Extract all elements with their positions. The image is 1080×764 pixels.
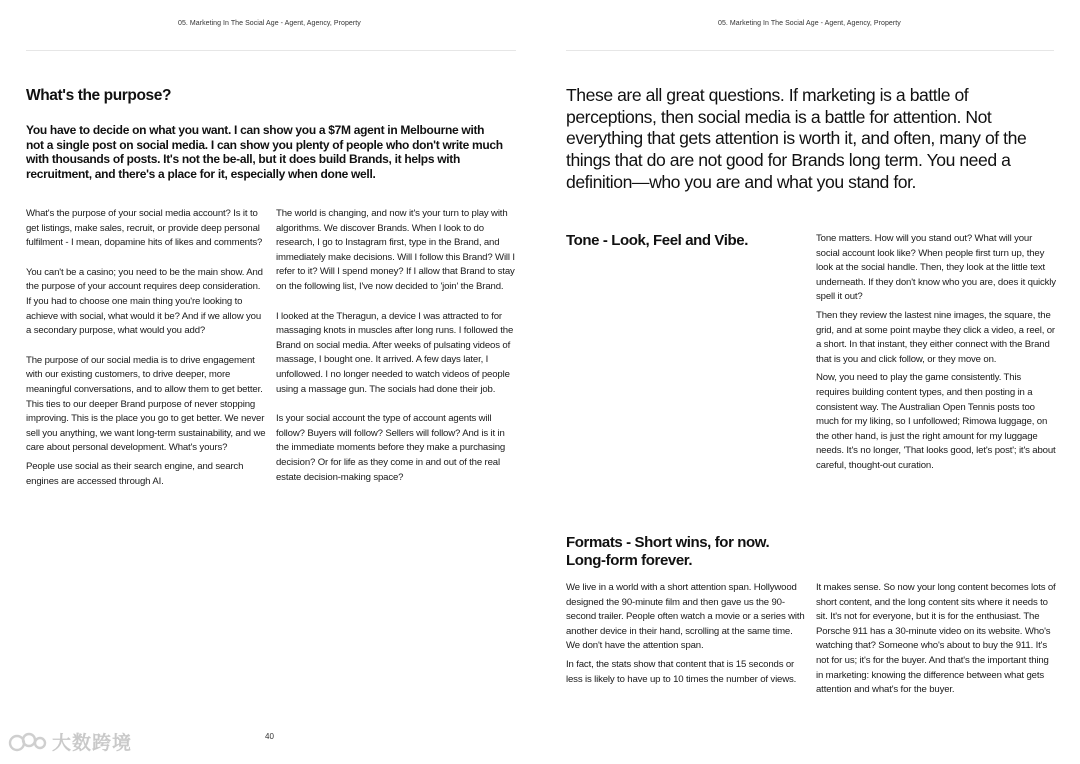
header-divider — [566, 50, 1054, 51]
watermark — [8, 728, 132, 755]
watermark-text: 大数跨境 — [52, 733, 133, 754]
left-body-column-2 — [276, 207, 516, 485]
body-paragraph: Then they review the lastest nine images, the square, the grid, and at some point maybe they click a video, a reel, or a short. In that instant, they either connect with the Brand that is you and click follow, or they move on. — [816, 309, 1055, 365]
page-number: 40 — [265, 732, 274, 741]
body-paragraph: It makes sense. So now your long content becomes lots of short content, and the long content sits where it needs to sit. It's not for everyone, but it is for the enthusiast. The Porsche 911 has a 30-minute video on its website. Who's watching that? Someone who's about to buy the 911. It's not for us; it's for the buyer. And that's the important thing in marketing: knowing the difference between what gets attention and what's for the buyer. — [816, 582, 1056, 696]
formats-heading-line-2: Long-form forever. — [566, 552, 693, 569]
formats-body-column-1 — [566, 581, 806, 687]
formats-body-column-2 — [816, 581, 1056, 698]
running-header: 05. Marketing In The Social Age - Agent, Agency, Property — [718, 20, 901, 27]
body-paragraph: Tone matters. How will you stand out? What will your social account look like? When people first turn up, they look at the social handle. Then, they look at the little text underneath. If they don't know who you are, does it quickly spell it out? — [816, 233, 1056, 303]
body-paragraph: Is your social account the type of account agents will follow? Buyers will follow? Sellers will follow? And is it in the immediate moments before they make a purchasing decision? Or for life as they come in and out of the real estate decision-making space? — [276, 413, 506, 483]
body-paragraph: Now, you need to play the game consistently. This requires building content types, and then posting in a consistent way. The Australian Open Tennis posts too much for my liking, so I unfollowed; Rimowa luggage, on the other hand, is just the right amount for my luggage needs. It's no longer, 'That looks good, let's post'; it's about careful, thought-out curation. — [816, 372, 1056, 471]
formats-heading-line-1: Formats - Short wins, for now. — [566, 534, 770, 551]
watermark-logo-icon — [8, 731, 48, 753]
section-heading-tone: Tone - Look, Feel and Vibe. — [566, 232, 749, 249]
body-paragraph: In fact, the stats show that content that is 15 seconds or less is likely to have up to 10 times the number of views. — [566, 658, 797, 685]
section-heading-formats — [566, 534, 769, 570]
tone-body-column — [816, 232, 1056, 474]
intro-paragraph: These are all great questions. If marketing is a battle of perceptions, then social media is a battle for attention. Not everything that gets attention is worth it, and often, many of the things that do are not good for Brands long term. You need a definition—who you are and what you stand for. — [566, 85, 1027, 192]
lead-paragraph: You have to decide on what you want. I can show you a $7M agent in Melbourne with not a single post on social media. I can show you plenty of people who don't write much with thousands of posts. It's not the be-all, but it does build Brands, it helps with recruitment, and there's a place for it, especially when done well. — [26, 123, 503, 182]
right-page — [540, 0, 1080, 764]
left-body-column-1 — [26, 207, 266, 489]
body-paragraph: I looked at the Theragun, a device I was attracted to for massaging knots in muscles after long runs. I followed the Brand on social media. After weeks of pulsating videos of massage, I bought one. It arrived. A few days later, I unfollowed. I no longer needed to watch videos of people using a massage gun. The socials had done their job. — [276, 310, 514, 395]
running-header: 05. Marketing In The Social Age - Agent, Agency, Property — [178, 20, 361, 27]
body-paragraph: The purpose of our social media is to drive engagement with our existing customers, to drive deeper, more meaningful conversations, and to allow them to get better. This ties to our deeper Brand purpose of never stopping improving. This is the place you go to get better. We never sell you anything, we want long-term sustainability, and we care about personal development. What's yours? — [26, 354, 266, 454]
body-paragraph: You can't be a casino; you need to be the main show. And the purpose of your account requires deep consideration. If you had to choose one main thing you're looking to achieve with social, what would it be? And if we allow you a secondary purpose, what would you add? — [26, 266, 263, 337]
body-paragraph: What's the purpose of your social media account? Is it to get listings, make sales, recruit, or provide deep personal fulfilment - I mean, dopamine hits of likes and comments? — [26, 208, 263, 249]
section-heading-purpose: What's the purpose? — [26, 87, 172, 104]
body-paragraph: People use social as their search engine, and search engines are accessed through AI. — [26, 460, 244, 487]
header-divider — [26, 50, 516, 51]
body-paragraph: The world is changing, and now it's your turn to play with algorithms. We discover Brands. When I look to do research, I go to Instagram first, type in the Brand, and immediately make decisions. Will I follow this Brand? Will I refer to it? Will I spend money? If I allow that Brand to stay on the following list, I've now decided to 'join' the Brand. — [276, 208, 515, 292]
body-paragraph: We live in a world with a short attention span. Hollywood designed the 90-minute film and then gave us the 90-second trailer. People often watch a movie or a series with another device in their hand, scrolling at the same time. We don't have the attention span. — [566, 582, 805, 652]
